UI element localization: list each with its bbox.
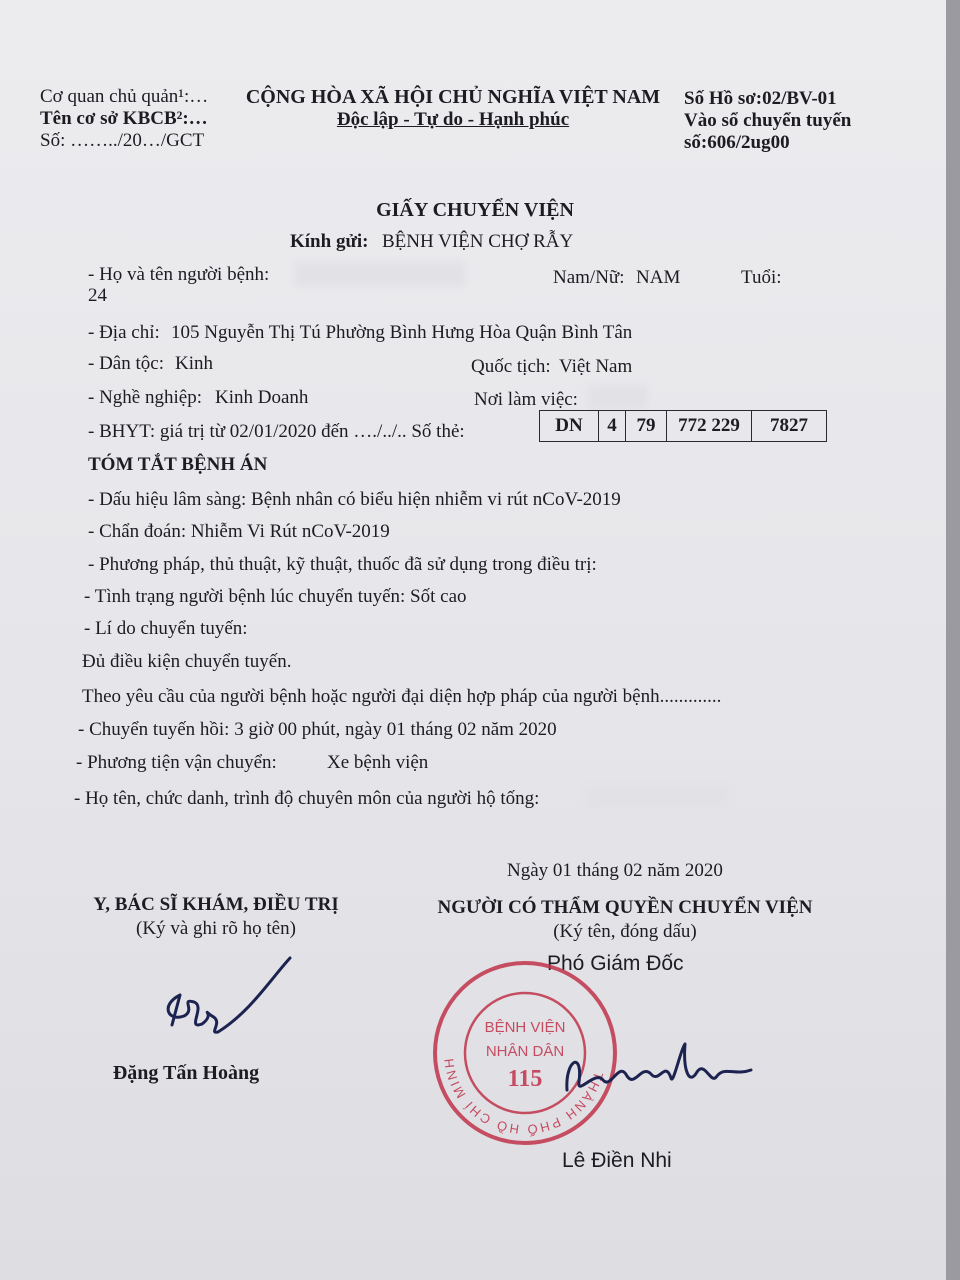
register-label: Vào sổ chuyển tuyến [684, 110, 852, 131]
insurance-card-table [539, 410, 827, 442]
stamp-line-3: 115 [507, 1066, 543, 1092]
stamp-ring-text: THÀNH PHỐ HỒ CHÍ MINH [440, 1055, 607, 1138]
transfer-reason-label: - Lí do chuyển tuyến: [84, 618, 248, 639]
authority-signature [555, 1030, 755, 1110]
register-number: số:606/2ug00 [684, 132, 790, 153]
transport-value: Xe bệnh viện [327, 752, 429, 773]
transfer-reason-2: Theo yêu cầu của người bệnh hoặc người đại diện hợp pháp của người bệnh............. [82, 686, 722, 707]
transfer-reason-1: Đủ điều kiện chuyển tuyến. [82, 651, 292, 672]
document-title: GIẤY CHUYỂN VIỆN [376, 199, 574, 221]
summary-heading: TÓM TẮT BỆNH ÁN [88, 454, 268, 475]
header-agency: Cơ quan chủ quản¹:… [40, 86, 209, 107]
occupation-value: Kinh Doanh [215, 387, 309, 408]
doctor-sign-note: (Ký và ghi rõ họ tên) [136, 918, 296, 939]
occupation-label: - Nghề nghiệp: [88, 387, 202, 408]
patient-condition: - Tình trạng người bệnh lúc chuyển tuyến: Sốt cao [84, 586, 467, 607]
ethnicity-value: Kinh [175, 353, 213, 374]
patient-name-label: - Họ và tên người bệnh: [88, 264, 270, 285]
diagnosis: - Chẩn đoán: Nhiễm Vi Rút nCoV-2019 [88, 521, 390, 542]
authority-title: NGƯỜI CÓ THẨM QUYỀN CHUYỂN VIỆN [437, 897, 813, 918]
insurance-card-cell: 4 [599, 411, 626, 442]
country-title: CỘNG HÒA XÃ HỘI CHỦ NGHĨA VIỆT NAM [245, 86, 661, 108]
insurance-card-cell: 7827 [752, 411, 827, 442]
age-label: Tuổi: [741, 267, 782, 288]
paper-edge [946, 0, 960, 1280]
transport-label: - Phương tiện vận chuyển: [76, 752, 277, 773]
insurance-card-cell: DN [540, 411, 599, 442]
nationality-value: Việt Nam [559, 356, 633, 377]
insurance-card-cell: 772 229 [667, 411, 752, 442]
nationality-label: Quốc tịch: [471, 356, 551, 377]
stamp-line-1: BỆNH VIỆN [484, 1019, 566, 1036]
authority-sign-note: (Ký tên, đóng dấu) [553, 921, 697, 942]
doctor-signature [150, 950, 300, 1040]
escort-label: - Họ tên, chức danh, trình độ chuyên môn của người hộ tống: [74, 788, 540, 809]
addressee: BỆNH VIỆN CHỢ RẪY [382, 231, 574, 252]
doctor-title: Y, BÁC SĨ KHÁM, ĐIỀU TRỊ [93, 894, 339, 915]
authority-name: Lê Điền Nhi [562, 1149, 672, 1172]
insurance-card-cell: 79 [626, 411, 667, 442]
stamp-line-2: NHÂN DÂN [485, 1043, 565, 1060]
redacted-name [295, 262, 465, 286]
sex-value: NAM [636, 267, 681, 288]
record-number: Số Hồ sơ:02/BV-01 [684, 88, 837, 109]
sex-label: Nam/Nữ: [553, 267, 625, 288]
header-number: Số: ……../20…/GCT [40, 130, 205, 151]
workplace-label: Nơi làm việc: [474, 389, 578, 410]
authority-role: Phó Giám Đốc [547, 952, 684, 975]
transfer-time: - Chuyển tuyến hồi: 3 giờ 00 phút, ngày 01 tháng 02 năm 2020 [78, 719, 557, 740]
clinical-signs: - Dấu hiệu lâm sàng: Bệnh nhân có biểu hiện nhiễm vi rút nCoV-2019 [88, 489, 621, 510]
country-motto: Độc lập - Tự do - Hạnh phúc [336, 109, 570, 130]
treatment-methods: - Phương pháp, thủ thuật, kỹ thuật, thuốc đã sử dụng trong điều trị: [88, 554, 597, 575]
issue-date: Ngày 01 tháng 02 năm 2020 [507, 860, 723, 881]
redacted-escort [585, 786, 730, 810]
address-label: - Địa chỉ: [88, 322, 160, 343]
address-value: 105 Nguyễn Thị Tú Phường Bình Hưng Hòa Quận Bình Tân [171, 322, 633, 343]
insurance-text: - BHYT: giá trị từ 02/01/2020 đến …./../.. Số thẻ: [88, 421, 465, 442]
ethnicity-label: - Dân tộc: [88, 353, 164, 374]
doctor-name: Đặng Tấn Hoàng [112, 1062, 260, 1084]
redacted-workplace [588, 386, 648, 410]
age-value: 24 [88, 285, 107, 306]
header-facility: Tên cơ sở KBCB²:… [40, 108, 208, 129]
addressee-label: Kính gửi: [290, 231, 369, 252]
